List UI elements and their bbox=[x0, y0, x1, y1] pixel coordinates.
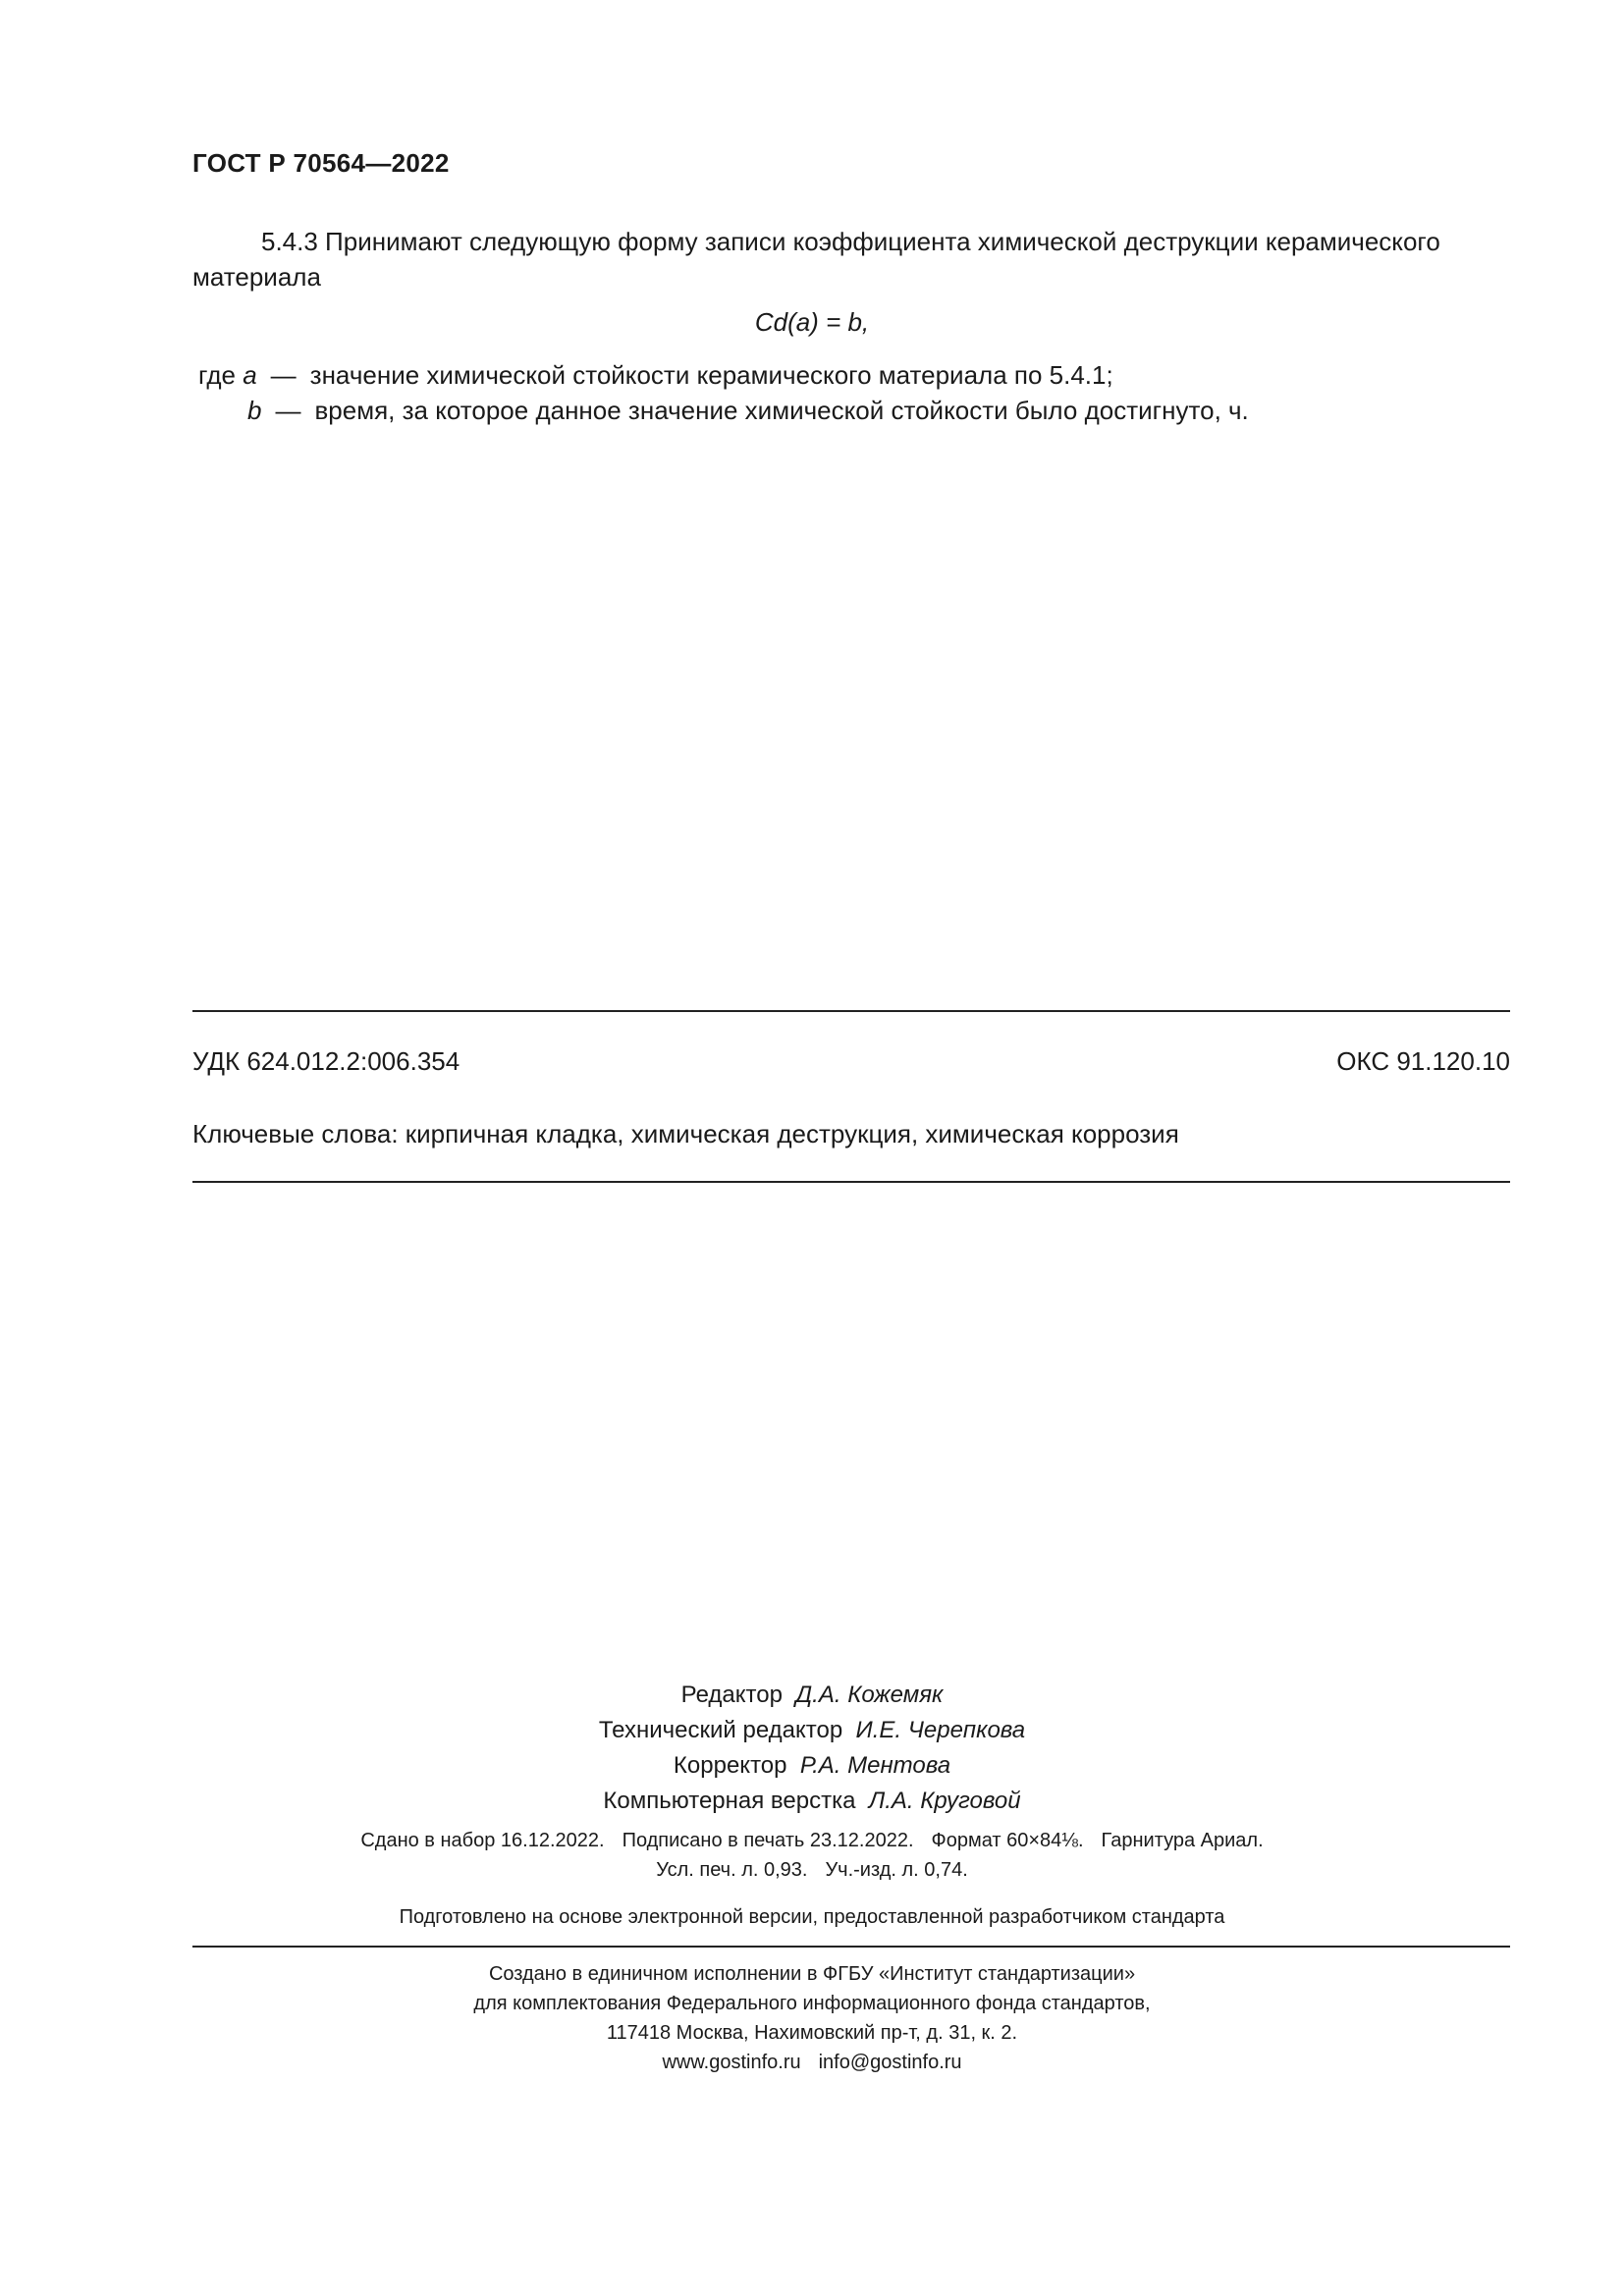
divider-top bbox=[192, 1010, 1510, 1012]
divider-middle bbox=[192, 1181, 1510, 1183]
credit-role: Компьютерная верстка bbox=[603, 1788, 856, 1814]
imprint-block bbox=[0, 1826, 1624, 1885]
imprint-signed: Подписано в печать 23.12.2022. bbox=[622, 1830, 914, 1851]
imprint-sent: Сдано в набор 16.12.2022. bbox=[360, 1830, 605, 1851]
credit-role: Технический редактор bbox=[598, 1717, 843, 1743]
imprint-format: Формат 60×84⅛. bbox=[931, 1830, 1084, 1851]
where-dash-b: — bbox=[275, 396, 301, 425]
symbol-a: a bbox=[243, 360, 257, 390]
formula: Cd(a) = b, bbox=[754, 307, 870, 337]
where-text-a: значение химической стойкости керамического материала по 5.4.1; bbox=[309, 360, 1113, 390]
where-lead: где bbox=[198, 360, 236, 390]
credit-proofreader bbox=[0, 1748, 1624, 1784]
divider-bottom bbox=[192, 1946, 1510, 1948]
where-line-a bbox=[198, 360, 1113, 391]
imprint-line-1 bbox=[0, 1826, 1624, 1855]
publisher-contacts bbox=[0, 2048, 1624, 2077]
credit-layout bbox=[0, 1784, 1624, 1819]
imprint-edsheets: Уч.-изд. л. 0,74. bbox=[825, 1859, 968, 1881]
where-text-b: время, за которое данное значение химической стойкости было достигнуто, ч. bbox=[314, 396, 1249, 425]
where-dash-a: — bbox=[270, 360, 297, 390]
publisher-email-link[interactable]: info@gostinfo.ru bbox=[818, 2052, 962, 2073]
credit-name: И.Е. Черепкова bbox=[855, 1717, 1026, 1743]
credit-name: Д.А. Кожемяк bbox=[795, 1682, 944, 1708]
imprint-typeface: Гарнитура Ариал. bbox=[1101, 1830, 1264, 1851]
credits-block bbox=[0, 1678, 1624, 1819]
credit-role: Корректор bbox=[673, 1752, 787, 1779]
publisher-line-1: Создано в единичном исполнении в ФГБУ «Институт стандартизации» bbox=[488, 1963, 1136, 1985]
credit-name: Л.А. Круговой bbox=[868, 1788, 1021, 1814]
keywords: Ключевые слова: кирпичная кладка, химическая деструкция, химическая коррозия bbox=[192, 1119, 1179, 1148]
imprint-sheets: Усл. печ. л. 0,93. bbox=[656, 1859, 808, 1881]
symbol-b: b bbox=[247, 396, 262, 425]
where-line-b bbox=[247, 396, 1249, 426]
publisher-website-link[interactable]: www.gostinfo.ru bbox=[662, 2052, 801, 2073]
imprint-line-2 bbox=[0, 1855, 1624, 1885]
clause-paragraph: 5.4.3 Принимают следующую форму записи коэффициента химической деструкции керамического материала bbox=[192, 227, 1440, 292]
credit-name: Р.А. Ментова bbox=[799, 1752, 951, 1779]
prepared-note: Подготовлено на основе электронной версии, предоставленной разработчиком стандарта bbox=[399, 1906, 1225, 1928]
publisher-block bbox=[0, 1959, 1624, 2077]
oks-code: ОКС 91.120.10 bbox=[1336, 1046, 1510, 1076]
udk-code: УДК 624.012.2:006.354 bbox=[192, 1046, 460, 1076]
credit-tech-editor bbox=[0, 1713, 1624, 1748]
document-header-title: ГОСТ Р 70564—2022 bbox=[192, 148, 450, 178]
publisher-line-2: для комплектования Федерального информационного фонда стандартов, bbox=[473, 1993, 1151, 2014]
credit-editor bbox=[0, 1678, 1624, 1713]
publisher-line-3: 117418 Москва, Нахимовский пр-т, д. 31, к. 2. bbox=[606, 2022, 1018, 2044]
credit-role: Редактор bbox=[680, 1682, 783, 1708]
